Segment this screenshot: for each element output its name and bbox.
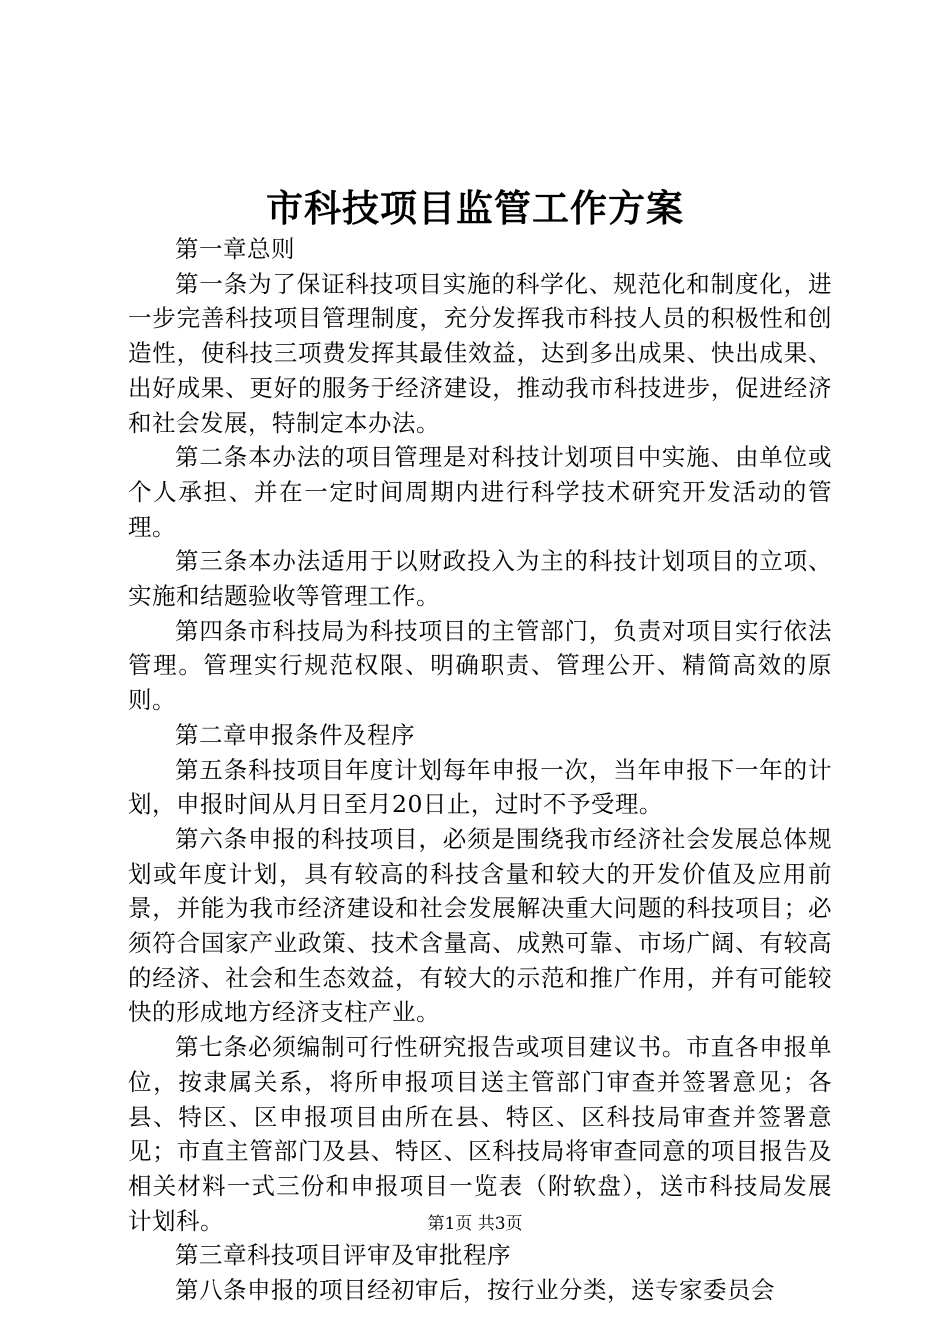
article-7: 第七条必须编制可行性研究报告或项目建议书。市直各申报单位，按隶属关系，将所申报项目送主管部门审查并签署意见；各县、特区、区申报项目由所在县、特区、区科技局审查并签署意见；市直主管部门及县、特区、区科技局将审查同意的项目报告及相关材料一式三份和申报项目一览表（附软盘），送市科技局发展计划科。 [128, 1033, 832, 1235]
chapter-heading-2: 第二章申报条件及程序 [175, 720, 415, 749]
document-body [128, 232, 832, 1308]
page-footer: 第1页 共3页 [427, 1214, 523, 1234]
article-5: 第五条科技项目年度计划每年申报一次，当年申报下一年的计划，申报时间从月日至月20日止，过时不予受理。 [128, 755, 832, 819]
article-6: 第六条申报的科技项目，必须是围绕我市经济社会发展总体规划或年度计划，具有较高的科技含量和较大的开发价值及应用前景，并能为我市经济建设和社会发展解决重大问题的科技项目；必须符合国家产业政策、技术含量高、成熟可靠、市场广阔、有较高的经济、社会和生态效益，有较大的示范和推广作用，并有可能较快的形成地方经济支柱产业。 [128, 824, 832, 1027]
article-2: 第二条本办法的项目管理是对科技计划项目中实施、由单位或个人承担、并在一定时间周期内进行科学技术研究开发活动的管理。 [128, 443, 832, 541]
document-title: 市科技项目监管工作方案 [266, 186, 684, 230]
article-4: 第四条市科技局为科技项目的主管部门，负责对项目实行依法管理。管理实行规范权限、明确职责、管理公开、精简高效的原则。 [128, 616, 832, 715]
chapter-heading-3: 第三章科技项目评审及审批程序 [175, 1241, 511, 1270]
article-3: 第三条本办法适用于以财政投入为主的科技计划项目的立项、实施和结题验收等管理工作。 [128, 547, 832, 611]
article-1: 第一条为了保证科技项目实施的科学化、规范化和制度化，进一步完善科技项目管理制度，充分发挥我市科技人员的积极性和创造性，使科技三项费发挥其最佳效益，达到多出成果、快出成果、出好成果、更好的服务于经济建设，推动我市科技进步，促进经济和社会发展，特制定本办法。 [128, 269, 832, 437]
chapter-heading-1: 第一章总则 [175, 235, 295, 263]
article-8: 第八条申报的项目经初审后，按行业分类，送专家委员会 [175, 1276, 775, 1305]
